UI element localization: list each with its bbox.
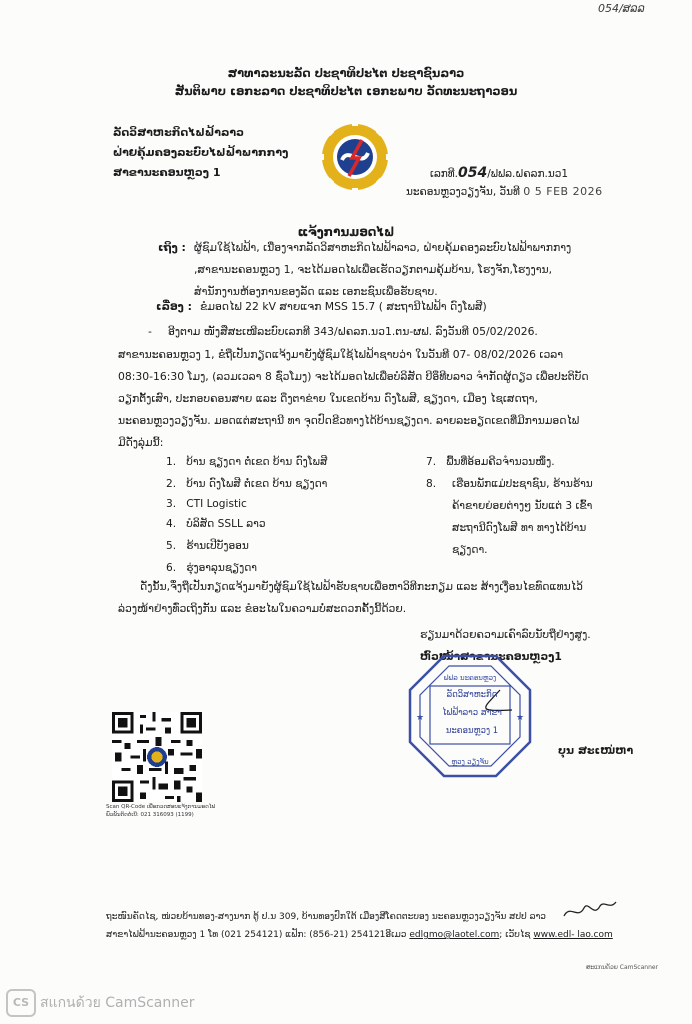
org-name-line3: ສາຂານະຄອນຫຼວງ 1 (113, 166, 221, 179)
document-number-prefix: ເລກທີ. (430, 168, 459, 180)
list-item: 3. CTI Logistic (166, 498, 247, 510)
list-item-number: 8. (426, 478, 437, 490)
closing-line-1: ດັ່ງນັ້ນ,ຈຶ່ງຖືເປັນກຽດແຈ້ງມາຍັງຜູ້ຊົມໃຊ້ໄຟຟ້າຮັບຊາບເພື່ອຫາວິທີກະກຽມ ແລະ ສ້າງເງື່ອນໄຂທົດແທນໄວ້ (140, 580, 583, 593)
stamp-text-line2: ໄຟຟ້າລາວ ສາຂາ (442, 708, 502, 718)
footer-contacts (106, 930, 613, 940)
body-line-1: ສາຂານະຄອນຫຼວງ 1, ຂໍຖືເປັນກຽດແຈ້ງມາຍັງຜູ້ຊົມໃຊ້ໄຟຟ້າຊາບວ່າ ໃນວັນທີ 07- 08/02/2026 ເວລາ (118, 348, 564, 361)
subject-text: ຂໍມອດໄຟ 22 kV ສາຍແຈກ MSS 15.7 ( ສະຖານີໄຟຟ້າ ດົງໂພສີ) (200, 300, 487, 313)
svg-text:ຫຼວງ ວຽງຈັນ: ຫຼວງ ວຽງຈັນ (451, 758, 489, 766)
svg-text:★: ★ (416, 713, 425, 723)
body-line-4: ນະຄອນຫຼວງວຽງຈັນ. ມອດແຕ່ສະຖານີ ທາ ຈຸດປົດຂີວທາງໄດ້ບ້ານຊຽງດາ. ລາຍລະອຽດເຂດທີ່ມີການມອດໄຟ (118, 414, 580, 427)
date-stamp: 0 5 FEB 2026 (523, 185, 603, 198)
camscanner-label: สแกนด้วย CamScanner (40, 995, 195, 1011)
list-item: 1. ບ້ານ ຊຽງດາ ຕໍ່ເຂດ ບ້ານ ດົງໂພສີ (166, 456, 328, 468)
edl-logo-icon (318, 120, 392, 194)
footer-email-link[interactable]: edlgmo@laotel.com (409, 930, 500, 940)
camscanner-logo-icon: CS (6, 989, 36, 1017)
body-line-2: 08:30-16:30 ໂມງ, (ລວມເວລາ 8 ຊົ່ວໂມງ) ຈະໄດ້ມອດໄຟເພື່ອບໍລິສັດ ບີອຶທີບລາວ ຈໍາກັດຜູ້ດຽວ ເພື່ອປະຕິບັດ (118, 370, 589, 383)
svg-text:★: ★ (516, 713, 525, 723)
body-line-5: ມີດັ່ງລຸ່ມນີ້: (118, 436, 164, 449)
list-item: 7. ພື້ນທີ່ອ້ອມຄີວຈໍານວນໜຶ່ງ. (426, 456, 555, 468)
list-item: 5. ຮ້ານເປີບັງອອນ (166, 540, 249, 552)
corner-handwritten-note: 054/ສລລ (598, 2, 645, 15)
document-number-suffix: /ຟຟລ.ຝຄລກ.ນວ1 (487, 168, 569, 180)
qr-caption-line1: Scan QR-Code ເພື່ອກວດສອບແຈ້ງການມອດໄຟ (106, 804, 216, 810)
document-number-handwritten: 054 (458, 165, 488, 181)
list-item-line: ຄ້າຂາຍຍ່ອຍຕ່າງໆ ນັບແຕ່ 3 ເຂົ້າ (452, 500, 593, 512)
stamp-text-line3: ນະຄອນຫຼວງ 1 (445, 726, 499, 736)
footer-phone-fax: ສາຂາໄຟຟ້ານະຄອນຫຼວງ 1 ໂທ (021 254121) ແຟັກ: (856-21) 254121ອີເມວ (106, 930, 407, 940)
qr-code-icon[interactable] (112, 712, 202, 802)
svg-text:ຟຟລ ນະຄອນຫຼວງ: ຟຟລ ນະຄອນຫຼວງ (443, 674, 497, 682)
list-item-line: ເຮືອນພັກແມ່ປະຊາຊົນ, ຮ້ານຮ້ານ (452, 478, 593, 490)
body-line-3: ວຽກຕັ້ງເສົາ, ປະກອບຄອນສາຍ ແລະ ດຶງຕາຂ່າຍ ໃນເຂດບ້ານ ດົງໂພສີ, ຊຽງດາ, ເມືອງ ໄຊເສດຖາ, (118, 392, 538, 405)
scanner-watermark: ສະແກນດ້ວຍ CamScanner (586, 964, 659, 971)
initials-signature-icon (560, 896, 620, 922)
to-line-1: ຜູ້ຊົມໃຊ້ໄຟຟ້າ, ເນື່ອງຈາກລັດວິສາຫະກິດໄຟຟ້າລາວ, ຝ່າຍຄຸ້ມຄອງລະບົບໄຟຟ້າພາກກາງ (194, 241, 572, 254)
list-item-line: ຊຽງດາ. (452, 544, 488, 556)
footer-web-label: ; ເວັບໄຊ (499, 930, 531, 940)
notice-title: ແຈ້ງການມອດໄຟ (297, 225, 395, 239)
footer-address: ຖະໜົນຄັດໄຊ, ໜ່ວຍບ້ານທອງ-ສາງນາກ ຕູ້ ປ.ນ 309, ບ້ານທອງປົກໃຕ້ ເມືອງສີໂຄດຕະບອງ ນະຄອນຫຼວງວຽງຈັນ ສປປ ລາວ (106, 912, 546, 922)
org-name-line1: ລັດວິສາຫະກິດໄຟຟ້າລາວ (113, 126, 244, 139)
document-place-date (406, 185, 603, 198)
regards-text: ຮຽນມາດ້ວຍຄວາມເຄົາລົບນັບຖືຢ່າງສູງ. (420, 628, 591, 641)
national-header-line2: ສັນຕິພາບ ເອກະລາດ ປະຊາທິປະໄຕ ເອກະພາບ ວັດທະນະຖາວອນ (174, 84, 518, 98)
list-item: 2. ບ້ານ ດົງໂພສີ ຕໍ່ເຂດ ບ້ານ ຊຽງດາ (166, 478, 328, 490)
to-label: ເຖິງ : (158, 241, 186, 254)
subject-label: ເລື່ອງ : (156, 300, 192, 313)
reference-text: ອີງຕາມ ໜັງສືສະເໜີລະບົບເລກທີ 343/ຝຄລກ.ນວ1.ຕນ-ຜຟ. ລົງວັນທີ 05/02/2026. (168, 325, 538, 338)
signatory-title: ຫົວໜ້າສາຂານະຄອນຫຼວງ1 (420, 650, 562, 663)
stamp-text-line1: ລັດວິສາຫະກິດ (446, 690, 498, 700)
qr-caption-line2: ພົວພັນຕິດຕໍ່ເບີ: 021 316093 (1199) (106, 812, 194, 818)
document-number (430, 165, 568, 181)
list-item: 6. ຮຸ່ງອາລຸນຊຽງດາ (166, 562, 258, 574)
org-name-line2: ຝ່າຍຄຸ້ມຄອງລະບົບໄຟຟ້າພາກກາງ (113, 146, 289, 159)
list-item: 4. ບໍລິສັດ SSLL ລາວ (166, 518, 266, 530)
to-line-3: ສໍານັກງານຫ້ອງການຂອງລັດ ແລະ ເອກະຊົນເພື່ອຮັບຊາບ. (194, 285, 438, 298)
footer-website-link[interactable]: www.edl- lao.com (533, 930, 613, 940)
to-line-2: ,ສາຂານະຄອນຫຼວງ 1, ຈະໄດ້ມອດໄຟເພື່ອເຮັດວຽກຕາມຄຸ້ມບ້ານ, ໂຮງຈັກ,ໂຮງງານ, (194, 263, 553, 276)
reference-dash: - (148, 325, 152, 338)
closing-line-2: ລ່ວງໜ້າຢ່າງທົ່ວເຖິງກັນ ແລະ ຂໍອະໄພໃນຄວາມບໍ່ສະດວກຄັ້ງນີ້ດ້ວຍ. (118, 602, 407, 615)
signatory-name: ບຸນ ສະເໜ່ຫາ (558, 744, 634, 757)
camscanner-watermark (0, 986, 260, 1016)
national-header-line1: ສາທາລະນະລັດ ປະຊາທິປະໄຕ ປະຊາຊົນລາວ (227, 66, 465, 80)
document-place: ນະຄອນຫຼວງວຽງຈັນ, ວັນທີ (406, 186, 520, 198)
list-item-line: ສະຖານີດົງໂພສີ ທາ ທາງໄດ້ບ້ານ (452, 522, 587, 534)
